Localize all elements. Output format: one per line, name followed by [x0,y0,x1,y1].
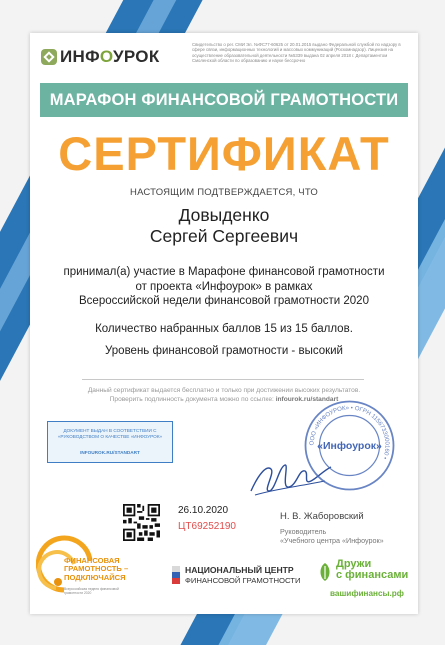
quality-stamp-box [47,421,173,463]
seal-center-text: «Инфоурок» [317,440,382,452]
financial-literacy-subtitle: Всероссийская неделя финансовой грамотности 2020 [64,587,119,595]
certificate-sheet [30,33,418,614]
certificate-title: СЕРТИФИКАТ [58,127,390,180]
confirm-text: НАСТОЯЩИМ ПОДТВЕРЖДАЕТСЯ, ЧТО [130,187,318,198]
marathon-banner [40,83,408,117]
recipient-surname: Довыденко [178,205,270,225]
financial-literacy-title [64,557,128,582]
verification-link[interactable]: infourok.ru/standart [275,396,339,403]
fg-line: ФИНАНСОВАЯ [64,556,120,565]
infourok-logo-text: ИНФОУРОК [60,47,160,66]
quality-stamp-url: INFOUROK.RU/STANDART [80,450,140,455]
license-text: Свидетельство о рег. СМИ Эл. №ФС77-60625 от 20.01.2015 выдано Федеральной службой по надзору в сфере связи, информационных технологий и массовых коммуникаций (Роскомнадзор). Лицензия на осуществление образовательной деятельности №5339 выдана 02 апреля 2018 г. Департаментом Смоленской области по образованию и науке бессрочно [192,42,401,64]
signatory-name: Н. В. Жаборовский [280,511,364,522]
divider [82,379,364,380]
signatory-role-line: Руководитель [280,527,327,536]
level-text: Уровень финансовой грамотности - высокий [105,345,343,357]
national-center-logo [185,566,301,585]
friends-finance-logo [336,559,408,581]
score-text: Количество набранных баллов 15 из 15 баллов. [95,323,353,335]
marathon-banner-label: МАРАФОН ФИНАНСОВОЙ ГРАМОТНОСТИ [49,90,399,109]
participation-line: Всероссийской недели финансовой грамотности 2020 [79,295,369,307]
participation-text [56,265,392,309]
friends-line: с финансами [336,569,409,581]
participation-line: принимал(а) участие в Марафоне финансовой грамотности [63,266,385,278]
seal-ring-text: ООО «ИНФОУРОК» • ОГРН 1156733000160 • [309,405,390,460]
participation-line: от проекта «Инфоурок» в рамках [135,280,313,293]
nc-line: НАЦИОНАЛЬНЫЙ ЦЕНТР [185,565,294,575]
fg-line: ПОДКЛЮЧАЙСЯ [64,572,126,582]
nc-line: ФИНАНСОВОЙ ГРАМОТНОСТИ [185,575,301,585]
recipient-given-name: Сергей Сергеевич [149,226,299,246]
partner-site-link[interactable]: вашифинансы.рф [330,589,404,598]
infourok-logo [41,47,160,67]
certificate-code: ЦТ69252190 [178,521,236,532]
note-line: Проверить подлинность документа можно по ссылке: infourok.ru/standart [109,396,339,403]
friends-line: Дружи [336,558,372,570]
friends-finance-icon [317,561,333,583]
note-line: Данный сертификат выдается бесплатно и только при достижении высоких результатов. [87,387,361,394]
seal-icon [302,398,397,493]
signatory-role [280,527,384,545]
quality-stamp-text: ДОКУМЕНТ ВЫДАН В СООТВЕТСТВИИ С «РУКОВОДСТВОМ О КАЧЕСТВЕ «ИНФОУРОК» [57,428,163,439]
signatory-role-line: «Учебного центра «Инфоурок» [280,536,384,545]
infourok-logo-icon [41,49,57,65]
issue-date: 26.10.2020 [178,505,229,516]
national-center-flag-icon [172,566,180,584]
fg-line: ГРАМОТНОСТЬ – [64,564,129,574]
